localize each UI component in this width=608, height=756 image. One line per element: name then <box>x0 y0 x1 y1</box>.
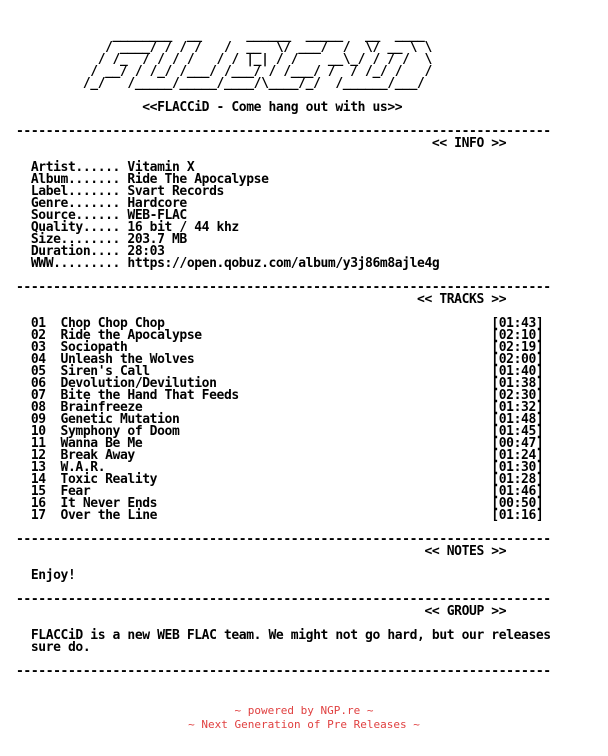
notes-line: Enjoy! <box>16 568 76 583</box>
info-line: Album....... Ride The Apocalypse <box>16 172 269 187</box>
track-row: 12 Break Away [01:24] <box>16 448 544 463</box>
divider: ------------------------------------------------------------------------ <box>16 280 551 295</box>
track-row: 09 Genetic Mutation [01:48] <box>16 412 544 427</box>
logo-line: / __/ / /_/ /___/ /___/ / /___/ / / /_/ / / <box>16 64 432 79</box>
track-row: 08 Brainfreeze [01:32] <box>16 400 544 415</box>
track-row: 06 Devolution/Devilution [01:38] <box>16 376 544 391</box>
track-row: 14 Toxic Reality [01:28] <box>16 472 544 487</box>
track-row: 17 Over the Line [01:16] <box>16 508 544 523</box>
powered-by-link[interactable]: ~ powered by NGP.re ~ <box>234 704 374 717</box>
track-row: 04 Unleash the Wolves [02:00] <box>16 352 544 367</box>
group-header: << GROUP >> <box>16 604 507 619</box>
divider: ------------------------------------------------------------------------ <box>16 124 551 139</box>
nfo-text <box>16 30 551 678</box>
track-row: 01 Chop Chop Chop [01:43] <box>16 316 544 331</box>
divider: ------------------------------------------------------------------------ <box>16 664 551 679</box>
footer <box>0 704 608 732</box>
track-row: 03 Sociopath [02:19] <box>16 340 544 355</box>
track-row: 11 Wanna Be Me [00:47] <box>16 436 544 451</box>
divider: ------------------------------------------------------------------------ <box>16 532 551 547</box>
track-row: 10 Symphony of Doom [01:45] <box>16 424 544 439</box>
info-line: Source...... WEB-FLAC <box>16 208 187 223</box>
track-row: 16 It Never Ends [00:50] <box>16 496 544 511</box>
info-header: << INFO >> <box>16 136 507 151</box>
logo-line: / /_ / / / / / / |_| / / __\_/ / / / \ <box>16 52 432 67</box>
logo-line: ________ __ ______ _____ __ ____ <box>16 28 425 43</box>
info-line: WWW......... https://open.qobuz.com/album/y3j86m8ajle4g <box>16 256 440 271</box>
divider: ------------------------------------------------------------------------ <box>16 592 551 607</box>
info-line: Genre....... Hardcore <box>16 196 187 211</box>
track-row: 15 Fear [01:46] <box>16 484 544 499</box>
ngp-tagline-link[interactable]: ~ Next Generation of Pre Releases ~ <box>188 718 420 731</box>
tagline: <<FLACCiD - Come hang out with us>> <box>16 100 403 115</box>
group-line: FLACCiD is a new WEB FLAC team. We might not go hard, but our releases <box>16 628 551 643</box>
track-row: 05 Siren's Call [01:40] <box>16 364 544 379</box>
info-line: Size........ 203.7 MB <box>16 232 187 247</box>
group-line: sure do. <box>16 640 91 655</box>
logo-line: /_/ /_____/_____/____/\____/_/ /______/___/ <box>16 76 425 91</box>
info-line: Label....... Svart Records <box>16 184 224 199</box>
info-line: Artist...... Vitamin X <box>16 160 195 175</box>
logo-line: / ____/ / / / / __ \/ ___/ / \/ __ \ \ <box>16 40 432 55</box>
info-line: Duration.... 28:03 <box>16 244 165 259</box>
notes-header: << NOTES >> <box>16 544 507 559</box>
track-row: 02 Ride the Apocalypse [02:10] <box>16 328 544 343</box>
track-row: 07 Bite the Hand That Feeds [02:30] <box>16 388 544 403</box>
info-line: Quality..... 16 bit / 44 khz <box>16 220 239 235</box>
tracks-header: << TRACKS >> <box>16 292 507 307</box>
track-row: 13 W.A.R. [01:30] <box>16 460 544 475</box>
